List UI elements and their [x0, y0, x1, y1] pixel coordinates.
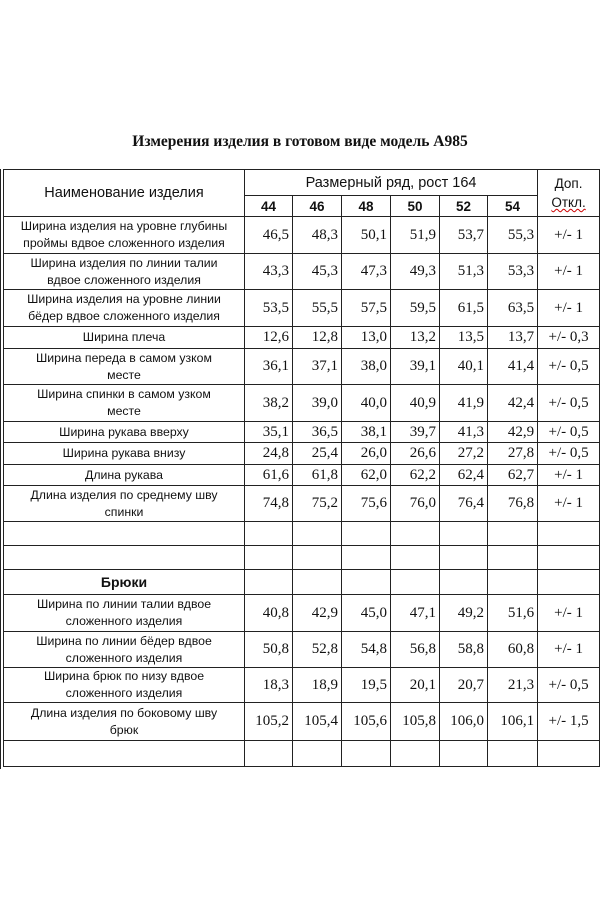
item-name-cell [4, 703, 245, 741]
item-name-line1: Ширина плеча [82, 330, 166, 344]
item-name-line1: Ширина изделия на уровне глубины [20, 219, 228, 233]
measurement-value: 42,9 [488, 422, 538, 443]
table-row [4, 217, 600, 254]
measurement-value: 20,7 [440, 668, 488, 703]
item-name-line1: Ширина переда в самом узком [36, 350, 212, 365]
measurement-value: 36,1 [245, 349, 293, 385]
measurement-value: 74,8 [245, 486, 293, 522]
measurement-value: 41,3 [440, 422, 488, 443]
table-row [4, 254, 600, 290]
measurement-value: 53,7 [440, 217, 488, 254]
tolerance-value: +/- 0,5 [538, 443, 600, 465]
empty-cell [342, 570, 391, 595]
empty-cell [245, 546, 293, 570]
measurement-value: 19,5 [342, 668, 391, 703]
measurement-value: 61,6 [245, 465, 293, 486]
measurement-value: 62,2 [391, 465, 440, 486]
empty-cell [538, 546, 600, 570]
empty-cell [488, 741, 538, 767]
header-row [4, 170, 600, 196]
table-row [4, 349, 600, 385]
tolerance-value: +/- 1,5 [538, 703, 600, 741]
item-name-cell [4, 385, 245, 422]
measurement-value: 42,4 [488, 385, 538, 422]
empty-cell [342, 522, 391, 546]
measurement-value: 62,4 [440, 465, 488, 486]
measurement-value: 53,5 [245, 290, 293, 327]
table-row [4, 385, 600, 422]
tolerance-header-line2: Откл. [551, 195, 586, 210]
measurement-value: 18,3 [245, 668, 293, 703]
measurement-value: 38,2 [245, 385, 293, 422]
item-name-cell [4, 422, 245, 443]
measurement-value: 105,4 [293, 703, 342, 741]
empty-cell [4, 546, 245, 570]
measurement-value: 76,8 [488, 486, 538, 522]
empty-cell [245, 522, 293, 546]
item-name-cell [4, 668, 245, 703]
measurement-value: 49,2 [440, 595, 488, 632]
empty-cell [293, 546, 342, 570]
empty-cell [488, 546, 538, 570]
measurement-value: 49,3 [391, 254, 440, 290]
measurement-value: 54,8 [342, 632, 391, 668]
empty-cell [440, 741, 488, 767]
measurement-value: 25,4 [293, 443, 342, 465]
empty-cell [4, 741, 245, 767]
table-row [4, 465, 600, 486]
tolerance-value: +/- 0,5 [538, 668, 600, 703]
tolerance-value: +/- 0,5 [538, 349, 600, 385]
measurement-value: 36,5 [293, 422, 342, 443]
item-name-line1: Длина рукава [85, 467, 163, 482]
measurement-value: 38,1 [342, 422, 391, 443]
empty-cell [488, 522, 538, 546]
table-row [4, 703, 600, 741]
measurement-value: 51,9 [391, 217, 440, 254]
measurement-value: 40,9 [391, 385, 440, 422]
empty-cell [342, 741, 391, 767]
item-name-cell [4, 217, 245, 254]
size-header: 52 [440, 196, 488, 217]
size-header: 48 [342, 196, 391, 217]
measurement-value: 39,0 [293, 385, 342, 422]
measurement-value: 61,5 [440, 290, 488, 327]
empty-cell [391, 570, 440, 595]
section-title: Брюки [4, 570, 245, 595]
item-name-line2: брюк [109, 722, 139, 737]
item-name-line2: месте [107, 404, 141, 418]
empty-cell [293, 570, 342, 595]
measurement-value: 51,6 [488, 595, 538, 632]
item-name-cell [4, 632, 245, 668]
empty-cell [391, 546, 440, 570]
empty-cell [293, 741, 342, 767]
measurement-value: 39,1 [391, 349, 440, 385]
measurement-value: 76,4 [440, 486, 488, 522]
measurement-value: 63,5 [488, 290, 538, 327]
measurement-value: 45,3 [293, 254, 342, 290]
measurement-value: 20,1 [391, 668, 440, 703]
measurement-value: 106,1 [488, 703, 538, 741]
tolerance-value: +/- 1 [538, 290, 600, 327]
measurement-value: 27,8 [488, 443, 538, 465]
tolerance-column-header [538, 170, 600, 217]
item-name-line2: сложенного изделия [65, 650, 183, 665]
size-header: 46 [293, 196, 342, 217]
tolerance-header-line1: Доп. [554, 176, 583, 191]
empty-cell [4, 522, 245, 546]
tolerance-value: +/- 1 [538, 254, 600, 290]
empty-row [4, 546, 600, 570]
measurement-value: 105,6 [342, 703, 391, 741]
measurement-value: 41,4 [488, 349, 538, 385]
measurement-value: 37,1 [293, 349, 342, 385]
measurement-value: 39,7 [391, 422, 440, 443]
measurement-value: 105,2 [245, 703, 293, 741]
empty-cell [342, 546, 391, 570]
measurement-value: 40,1 [440, 349, 488, 385]
table-row [4, 595, 600, 632]
measurement-value: 41,9 [440, 385, 488, 422]
empty-cell [391, 741, 440, 767]
item-name-line2: спинки [104, 504, 144, 519]
measurement-value: 24,8 [245, 443, 293, 465]
table-row [4, 290, 600, 327]
tolerance-value: +/- 1 [538, 465, 600, 486]
measurement-value: 57,5 [342, 290, 391, 327]
item-name-cell [4, 327, 245, 349]
measurement-value: 12,8 [293, 327, 342, 349]
measurement-value: 38,0 [342, 349, 391, 385]
item-name-line2: бёдер вдвое сложенного изделия [28, 309, 220, 323]
table-row [4, 327, 600, 349]
item-name-cell [4, 290, 245, 327]
empty-cell [440, 570, 488, 595]
measurement-value: 105,8 [391, 703, 440, 741]
item-name-line1: Ширина изделия по линии талии [30, 255, 218, 270]
empty-cell [488, 570, 538, 595]
tolerance-value: +/- 0,5 [538, 422, 600, 443]
item-name-line1: Ширина по линии бёдер вдвое [36, 633, 212, 648]
size-header: 54 [488, 196, 538, 217]
measurement-value: 75,6 [342, 486, 391, 522]
item-name-cell [4, 349, 245, 385]
item-name-cell [4, 443, 245, 465]
measurement-value: 26,0 [342, 443, 391, 465]
measurement-value: 43,3 [245, 254, 293, 290]
table-row [4, 422, 600, 443]
section-row [4, 570, 600, 595]
empty-cell [538, 741, 600, 767]
measurement-value: 59,5 [391, 290, 440, 327]
measurement-value: 50,8 [245, 632, 293, 668]
table-row [4, 668, 600, 703]
table-row [4, 443, 600, 465]
measurement-value: 56,8 [391, 632, 440, 668]
measurement-value: 48,3 [293, 217, 342, 254]
measurement-value: 62,0 [342, 465, 391, 486]
size-range-header: Размерный ряд, рост 164 [245, 170, 538, 196]
measurement-value: 47,1 [391, 595, 440, 632]
item-name-line2: сложенного изделия [65, 686, 183, 700]
measurement-value: 13,5 [440, 327, 488, 349]
item-name-line1: Длина изделия по среднему шву [30, 487, 218, 502]
measurement-value: 45,0 [342, 595, 391, 632]
size-header: 50 [391, 196, 440, 217]
item-name-line2: месте [107, 367, 141, 382]
item-name-line1: Ширина по линии талии вдвое [36, 597, 212, 611]
table-row [4, 632, 600, 668]
measurement-value: 55,5 [293, 290, 342, 327]
empty-cell [293, 522, 342, 546]
measurement-value: 55,3 [488, 217, 538, 254]
table-row [4, 486, 600, 522]
measurement-value: 40,8 [245, 595, 293, 632]
measurement-value: 75,2 [293, 486, 342, 522]
tolerance-value: +/- 0,3 [538, 327, 600, 349]
measurement-value: 40,0 [342, 385, 391, 422]
tolerance-value: +/- 1 [538, 486, 600, 522]
measurement-value: 26,6 [391, 443, 440, 465]
measurement-value: 42,9 [293, 595, 342, 632]
measurement-value: 13,0 [342, 327, 391, 349]
item-name-line2: проймы вдвое сложенного изделия [23, 236, 225, 250]
measurement-value: 52,8 [293, 632, 342, 668]
empty-cell [245, 570, 293, 595]
empty-cell [440, 546, 488, 570]
measurement-value: 12,6 [245, 327, 293, 349]
measurement-value: 53,3 [488, 254, 538, 290]
measurement-value: 106,0 [440, 703, 488, 741]
measurement-value: 46,5 [245, 217, 293, 254]
item-name-line1: Ширина рукава вверху [59, 424, 189, 439]
measurement-value: 27,2 [440, 443, 488, 465]
measurement-value: 35,1 [245, 422, 293, 443]
item-name-cell [4, 595, 245, 632]
empty-cell [245, 741, 293, 767]
empty-cell [391, 522, 440, 546]
name-column-header: Наименование изделия [4, 170, 245, 217]
item-name-line1: Ширина изделия на уровне линии [27, 292, 221, 306]
measurement-value: 58,8 [440, 632, 488, 668]
measurement-value: 61,8 [293, 465, 342, 486]
item-name-line2: сложенного изделия [65, 614, 183, 628]
measurement-value: 62,7 [488, 465, 538, 486]
empty-cell [538, 570, 600, 595]
item-name-line2: вдвое сложенного изделия [47, 272, 201, 287]
measurement-value: 60,8 [488, 632, 538, 668]
empty-row [4, 741, 600, 767]
item-name-cell [4, 254, 245, 290]
measurement-value: 21,3 [488, 668, 538, 703]
item-name-line1: Ширина брюк по низу вдвое [43, 669, 205, 683]
measurement-value: 18,9 [293, 668, 342, 703]
empty-row [4, 522, 600, 546]
item-name-line1: Длина изделия по боковому шву [30, 705, 218, 720]
measurements-table [3, 169, 600, 767]
measurement-value: 13,7 [488, 327, 538, 349]
empty-cell [440, 522, 488, 546]
item-name-cell [4, 486, 245, 522]
empty-cell [538, 522, 600, 546]
tolerance-value: +/- 1 [538, 632, 600, 668]
item-name-line1: Ширина спинки в самом узком [37, 387, 211, 401]
measurement-value: 50,1 [342, 217, 391, 254]
page-title: Измерения изделия в готовом виде модель А985 [132, 133, 468, 150]
size-header: 44 [245, 196, 293, 217]
measurement-value: 47,3 [342, 254, 391, 290]
tolerance-value: +/- 0,5 [538, 385, 600, 422]
measurement-value: 76,0 [391, 486, 440, 522]
measurement-value: 51,3 [440, 254, 488, 290]
item-name-line1: Ширина рукава внизу [62, 446, 186, 460]
tolerance-value: +/- 1 [538, 595, 600, 632]
tolerance-value: +/- 1 [538, 217, 600, 254]
item-name-cell [4, 465, 245, 486]
measurement-value: 13,2 [391, 327, 440, 349]
